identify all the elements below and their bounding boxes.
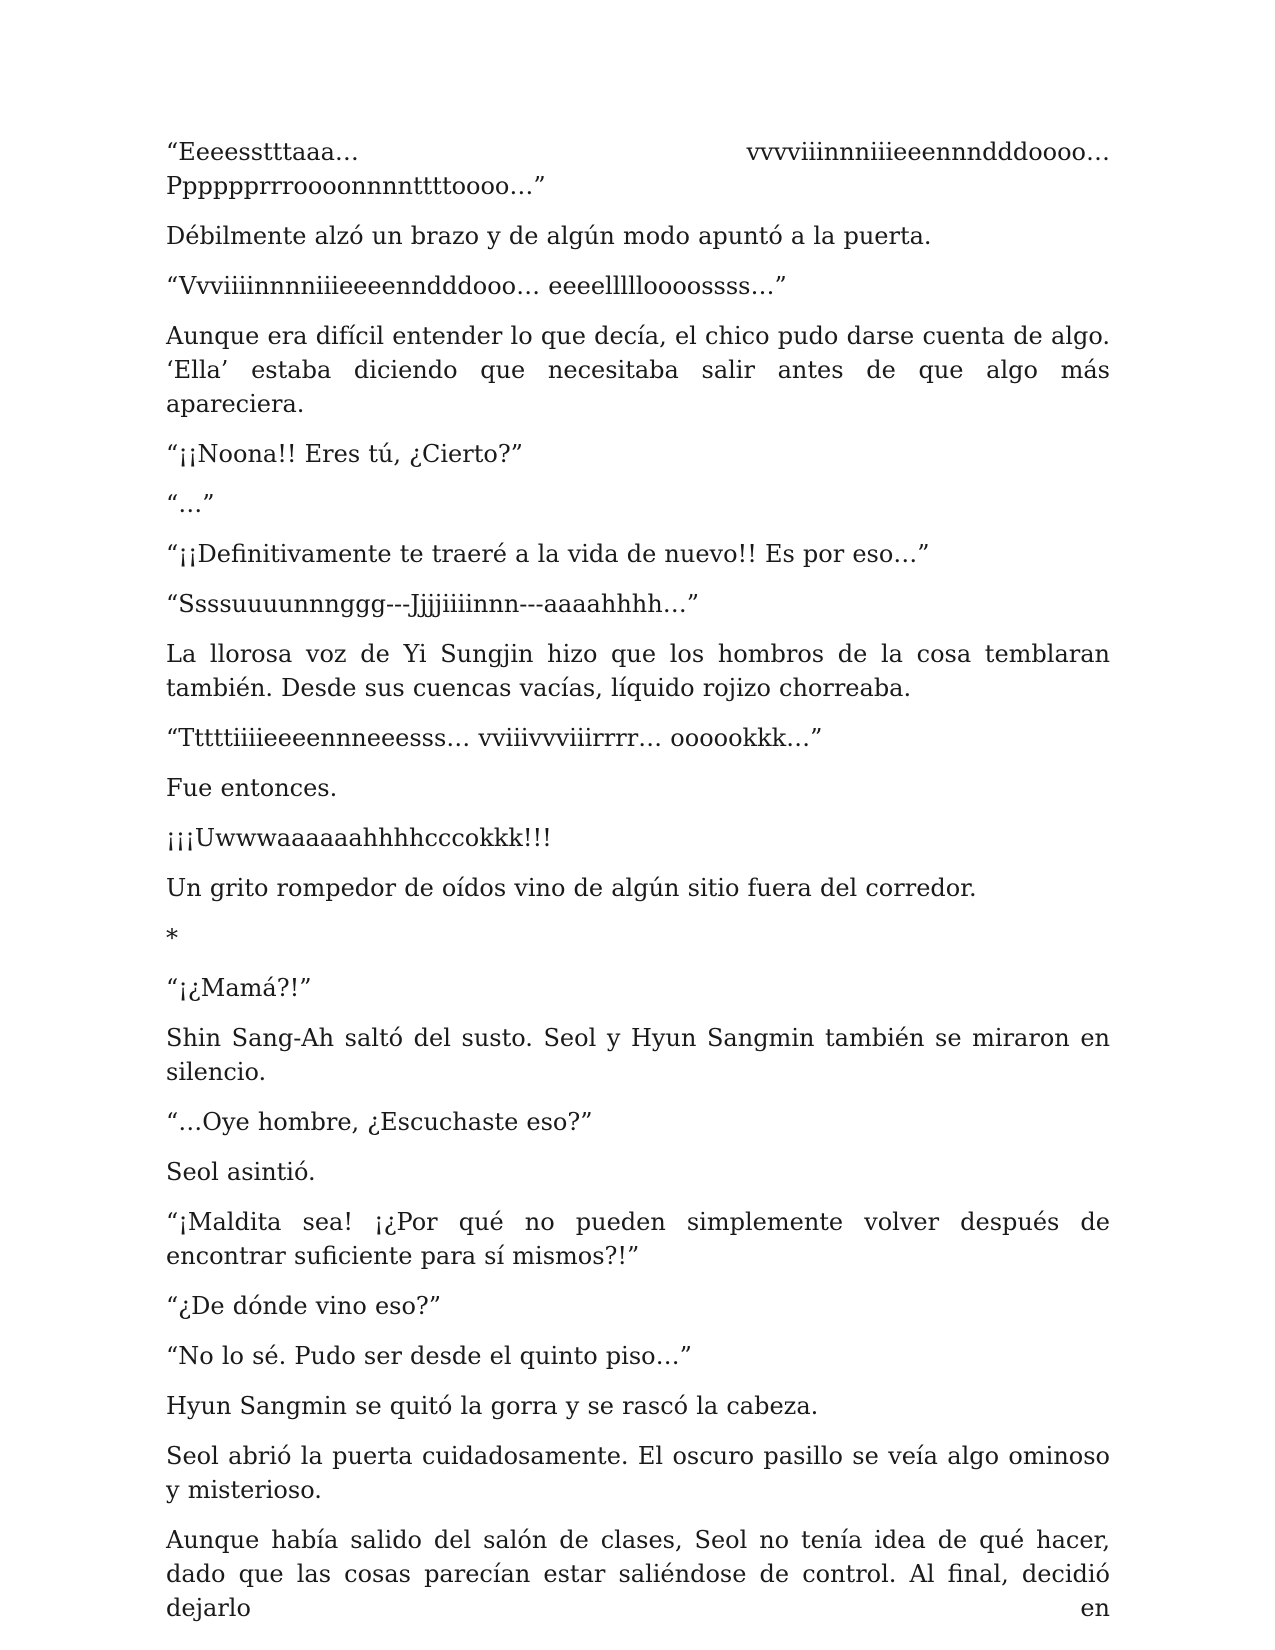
paragraph: “No lo sé. Pudo ser desde el quinto piso…” xyxy=(166,1342,692,1370)
paragraph: “Eeeesstttaaa… vvvviiinnniiieeennndddoooo… Pppppprrroooonnnnttttoooo…” xyxy=(166,138,1110,200)
paragraph: “…Oye hombre, ¿Escuchaste eso?” xyxy=(166,1108,593,1136)
paragraph: “Ssssuuuunnnggg---Jjjjiiiinnn---aaaahhhh…” xyxy=(166,590,699,618)
paragraph: “¿De dónde vino eso?” xyxy=(166,1292,442,1320)
paragraph: Aunque era difícil entender lo que decía, el chico pudo darse cuenta de algo. ‘Ella’ estaba diciendo que necesitaba salir antes de que algo más apareciera. xyxy=(166,322,1110,418)
paragraph: “Tttttiiiieeeennneeesss… vviiivvviiirrrr… oooookkk…” xyxy=(166,724,823,752)
paragraph: “¡Maldita sea! ¡¿Por qué no pueden simplemente volver después de encontrar suficiente para sí mismos?!” xyxy=(166,1208,1110,1270)
paragraph: Shin Sang-Ah saltó del susto. Seol y Hyun Sangmin también se miraron en silencio. xyxy=(166,1024,1110,1086)
paragraph: Aunque había salido del salón de clases, Seol no tenía idea de qué hacer, dado que las cosas parecían estar saliéndose de control. Al final, decidió dejarlo en xyxy=(166,1526,1110,1622)
paragraph: “¡¡Noona!! Eres tú, ¿Cierto?” xyxy=(166,440,523,468)
paragraph: “Vvviiiinnnniiieeeenndddooo… eeeellllloooossss…” xyxy=(166,272,787,300)
scene-break: * xyxy=(166,924,178,952)
paragraph: “…” xyxy=(166,490,215,518)
paragraph: ¡¡¡Uwwwaaaaaahhhhcccokkk!!! xyxy=(166,824,552,852)
paragraph: Seol asintió. xyxy=(166,1158,316,1186)
paragraph: “¡¡Definitivamente te traeré a la vida de nuevo!! Es por eso…” xyxy=(166,540,930,568)
paragraph: Un grito rompedor de oídos vino de algún sitio fuera del corredor. xyxy=(166,874,977,902)
document-page xyxy=(166,135,1110,1641)
paragraph: Fue entonces. xyxy=(166,774,338,802)
paragraph: “¡¿Mamá?!” xyxy=(166,974,312,1002)
paragraph: Seol abrió la puerta cuidadosamente. El oscuro pasillo se veía algo ominoso y misterioso. xyxy=(166,1442,1110,1504)
paragraph: Hyun Sangmin se quitó la gorra y se rascó la cabeza. xyxy=(166,1392,819,1420)
paragraph: La llorosa voz de Yi Sungjin hizo que los hombros de la cosa temblaran también. Desde sus cuencas vacías, líquido rojizo chorreaba. xyxy=(166,640,1110,702)
paragraph: Débilmente alzó un brazo y de algún modo apuntó a la puerta. xyxy=(166,222,932,250)
